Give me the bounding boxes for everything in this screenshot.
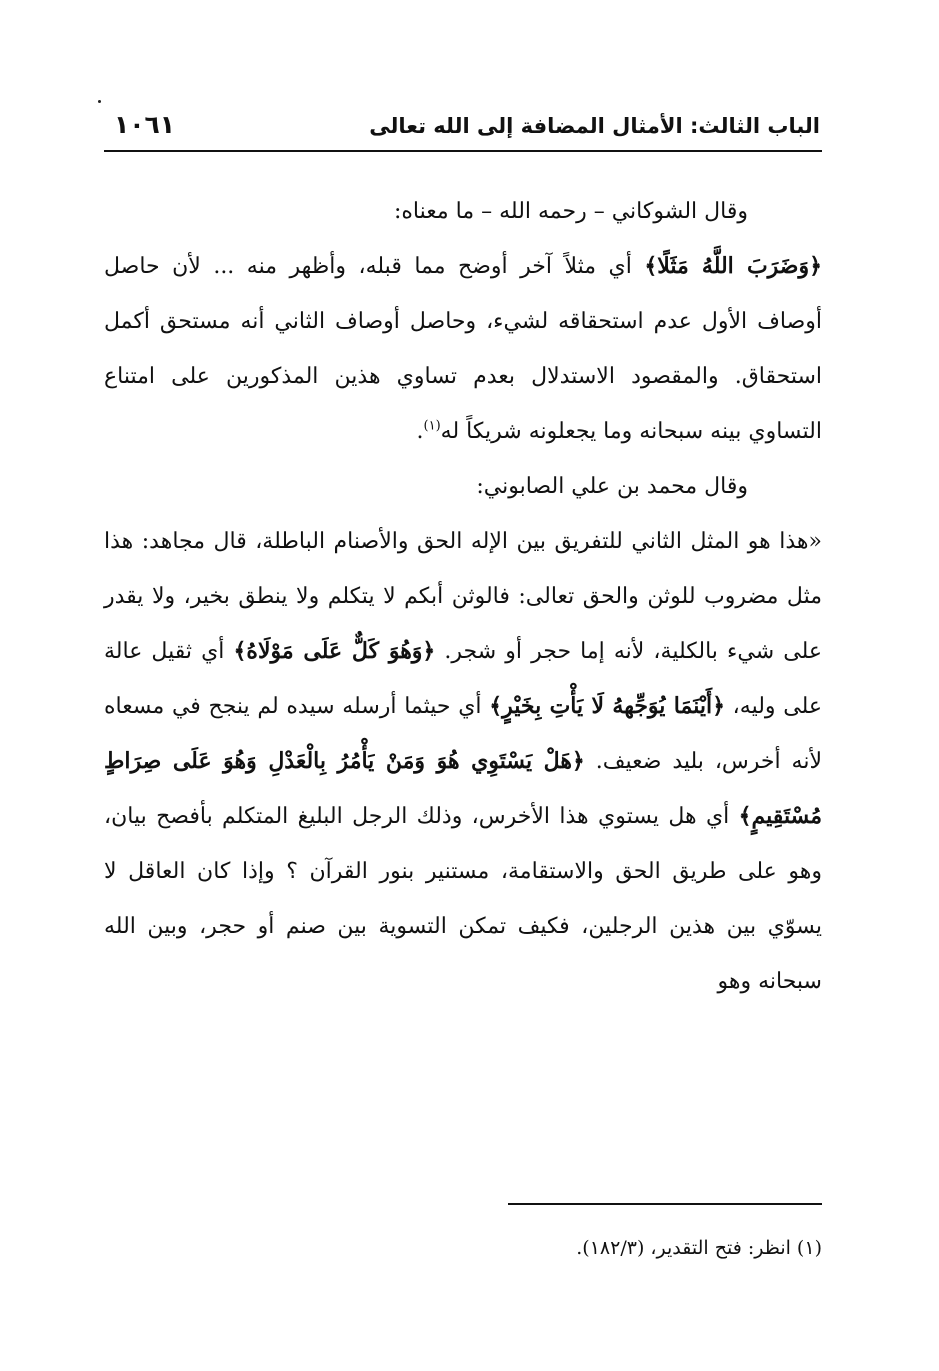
paragraph-text: أي هل يستوي هذا الأخرس، وذلك الرجل البليغ المتكلم بأفصح بيان، وهو على طريق الحق والاستقامة، مستنير بنور القرآن ؟ وإذا كان العاقل لا يسوّي بين هذين الرجلين، فكيف تمكن التسوية بين صنم أو حجر، وبين الله سبحانه وهو <box>104 804 822 994</box>
paragraph-text: أي مثلاً آخر أوضح مما قبله، وأظهر منه ... لأن حاصل أوصاف الأول عدم استحقاقه لشيء، وحاصل أوصاف الثاني أنه مستحق أكمل استحقاق. والمقصود الاستدلال بعدم تساوي هذين المذكورين على امتناع التساوي بينه سبحانه وما يجعلونه شريكاً له <box>104 254 822 444</box>
paragraph-shawkani-quote <box>104 239 822 459</box>
page-number: ١٠٦١ <box>114 110 176 139</box>
paragraph-text: . <box>416 419 424 444</box>
paragraph-sabuni-quote <box>104 514 822 1009</box>
paragraph-shawkani-intro: وقال الشوكاني – رحمه الله – ما معناه: <box>393 199 748 224</box>
quran-verse: ﴿وَهُوَ كَلٌّ عَلَى مَوْلَاهُ﴾ <box>233 638 436 664</box>
footnotes <box>104 1232 822 1264</box>
footnote-ref: (١) <box>423 418 441 434</box>
running-title: الباب الثالث: الأمثال المضافة إلى الله تعالى <box>369 114 820 138</box>
scan-speck <box>98 100 101 103</box>
quran-verse: ﴿وَضَرَبَ اللَّهُ مَثَلًا﴾ <box>644 253 822 279</box>
page-header <box>104 108 822 152</box>
paragraph-text: «هذا هو المثل الثاني للتفريق بين الإله الحق والأصنام الباطلة، قال مجاهد: هذا مثل مضروب للوثن والحق تعالى: فالوثن أبكم لا يتكلم ولا ينطق بخير، ولا يقدر على شيء بالكلية، لأنه إما حجر أو شجر. <box>104 529 822 664</box>
main-text <box>104 184 822 1009</box>
paragraph-text: أي حيثما أرسله سيده لم ينجح في مسعاه لأنه أخرس، بليد ضعيف. <box>104 694 822 774</box>
footnote-separator <box>508 1203 822 1205</box>
quran-verse: ﴿أَيْنَمَا يُوَجِّههُ لَا يَأْتِ بِخَيْرٍ﴾ <box>489 693 725 719</box>
footnote: (١) انظر: فتح التقدير، (١٨٢/٣). <box>576 1237 822 1259</box>
paragraph-sabuni-intro: وقال محمد بن علي الصابوني: <box>476 474 748 499</box>
paragraph-text: أي ثقيل عالة على وليه، <box>104 639 822 719</box>
quran-verse: ﴿هَلْ يَسْتَوِي هُوَ وَمَنْ يَأْمُرُ بِالْعَدْلِ وَهُوَ عَلَى صِرَاطٍ مُسْتَقِيمٍ﴾ <box>104 748 822 829</box>
